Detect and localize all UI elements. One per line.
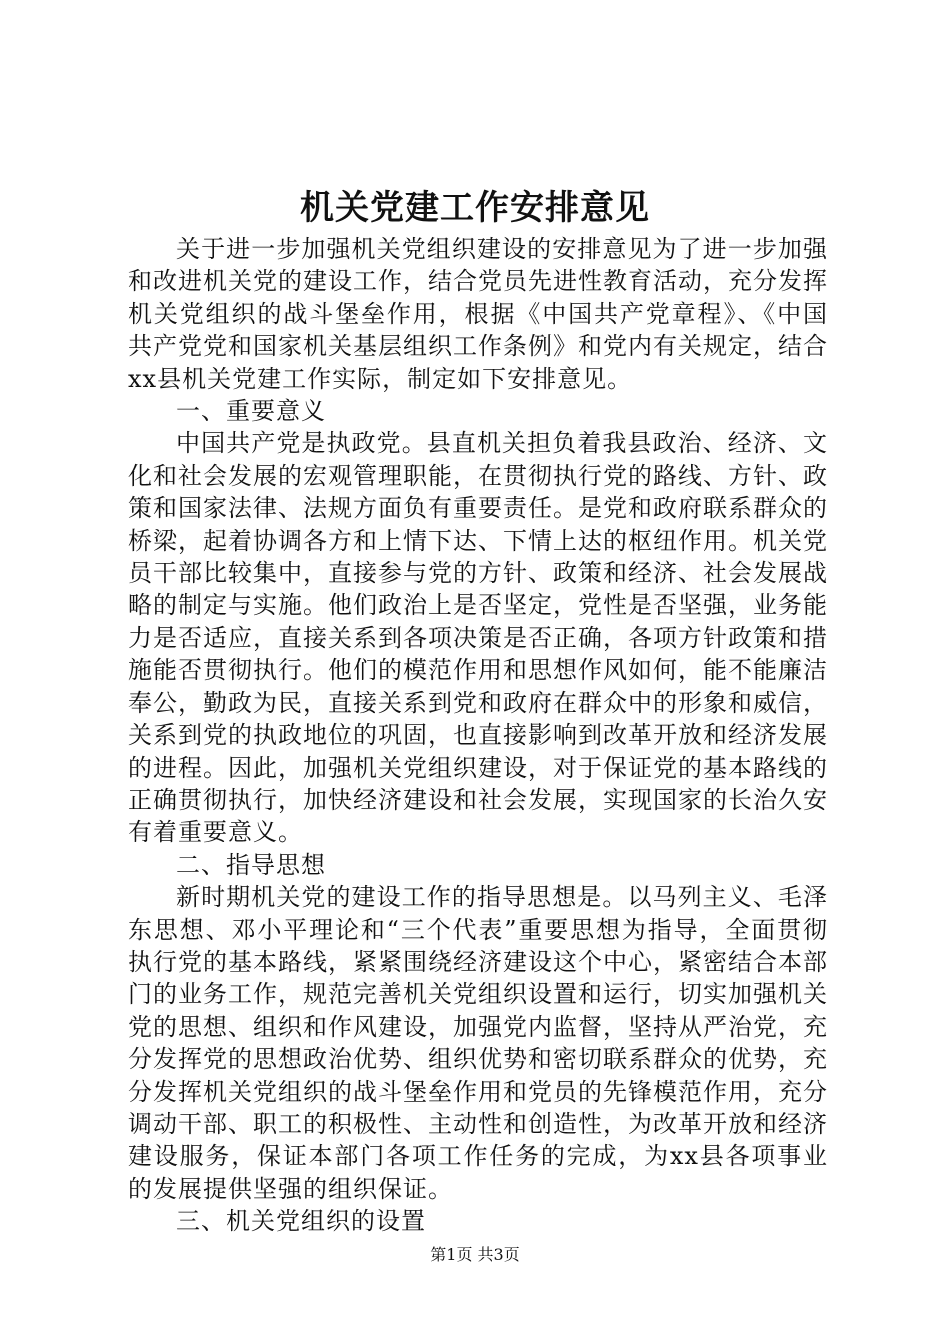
document-body bbox=[128, 233, 828, 1238]
document-title: 机关党建工作安排意见 bbox=[300, 188, 650, 228]
body-paragraph-2: 新时期机关党的建设工作的指导思想是。以马列主义、毛泽东思想、邓小平理论和“三个代表”重要思想为指导，全面贯彻执行党的基本路线，紧紧围绕经济建设这个中心，紧密结合本部门的业务工作，规范完善机关党组织设置和运行，切实加强机关党的思想、组织和作风建设，加强党内监督，坚持从严治党，充分发挥党的思想政治优势、组织优势和密切联系群众的优势，充分发挥机关党组织的战斗堡垒作用和党员的先锋模范作用，充分调动干部、职工的积极性、主动性和创造性，为改革开放和经济建设服务，保证本部门各项工作任务的完成，为xx县各项事业的发展提供坚强的组织保证。 bbox=[128, 883, 828, 1203]
section-heading-3: 三、机关党组织的设置 bbox=[176, 1207, 426, 1236]
section-heading-1: 一、重要意义 bbox=[176, 397, 326, 426]
body-paragraph-1: 中国共产党是执政党。县直机关担负着我县政治、经济、文化和社会发展的宏观管理职能，在贯彻执行党的路线、方针、政策和国家法律、法规方面负有重要责任。是党和政府联系群众的桥梁，起着协调各方和上情下达、下情上达的枢纽作用。机关党员干部比较集中，直接参与党的方针、政策和经济、社会发展战略的制定与实施。他们政治上是否坚定，党性是否坚强，业务能力是否适应，直接关系到各项决策是否正确，各项方针政策和措施能否贯彻执行。他们的模范作用和思想作风如何，能不能廉洁奉公，勤政为民，直接关系到党和政府在群众中的形象和威信，关系到党的执政地位的巩固，也直接影响到改革开放和经济发展的进程。因此，加强机关党组织建设，对于保证党的基本路线的正确贯彻执行，加快经济建设和社会发展，实现国家的长治久安有着重要意义。 bbox=[128, 429, 828, 847]
page-footer: 第1页 共3页 bbox=[430, 1245, 520, 1264]
intro-paragraph: 关于进一步加强机关党组织建设的安排意见为了进一步加强和改进机关党的建设工作，结合党员先进性教育活动，充分发挥机关党组织的战斗堡垒作用，根据《中国共产党章程》、《中国共产党党和国家机关基层组织工作条例》和党内有关规定，结合xx县机关党建工作实际，制定如下安排意见。 bbox=[128, 235, 828, 393]
section-heading-2: 二、指导思想 bbox=[176, 850, 326, 879]
